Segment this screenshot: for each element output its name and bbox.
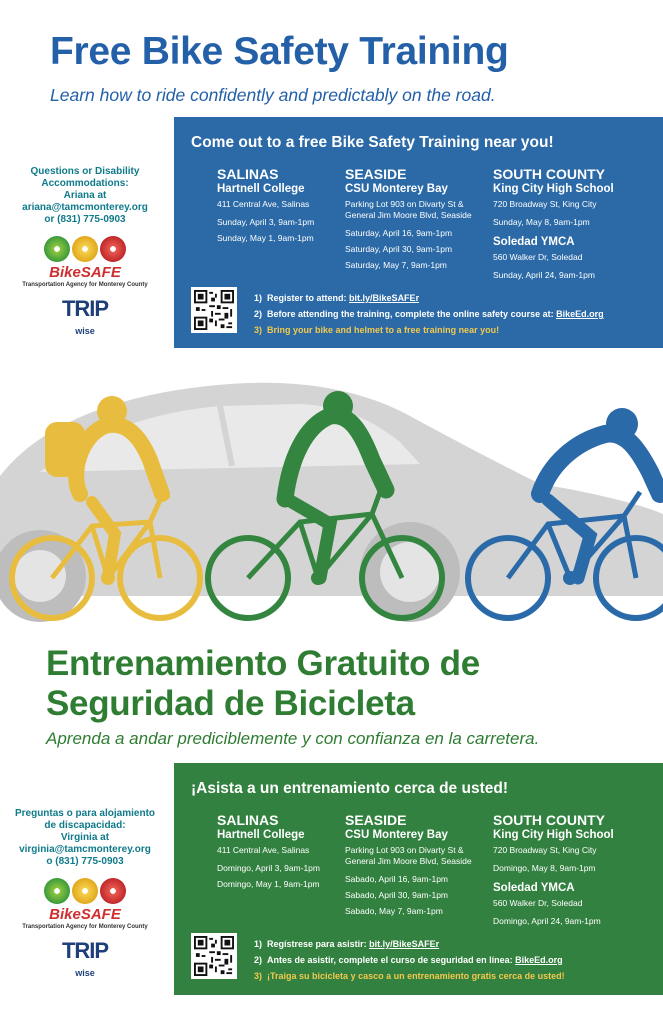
tripwise-logo xyxy=(0,298,170,342)
training-date: Saturday, April 16, 9am-1pm xyxy=(345,228,453,238)
agency-name: Transportation Agency for Monterey County xyxy=(22,924,148,930)
venue-address: 411 Central Ave, Salinas xyxy=(217,845,310,855)
city-name: SALINAS xyxy=(217,812,279,828)
tripwise-word: TRIP xyxy=(61,938,109,963)
english-subtitle: Learn how to ride confidently and predictably on the road. xyxy=(50,85,496,105)
venue-address: 560 Walker Dr, Soledad xyxy=(493,252,583,262)
salinas-column xyxy=(217,813,339,890)
step-register: 1) Regístrese para asistir: bit.ly/BikeSAFEr xyxy=(254,939,440,949)
venue-address: Parking Lot 903 on Divarty St & xyxy=(345,845,464,855)
city-name: SEASIDE xyxy=(345,812,407,828)
training-date: Domingo, May 1, 9am-1pm xyxy=(217,879,320,889)
step-register: 1) Register to attend: bit.ly/BikeSAFEr xyxy=(254,293,420,303)
venue-name: Soledad YMCA xyxy=(493,882,575,894)
venue-address: Parking Lot 903 on Divarty St & xyxy=(345,199,464,209)
contact-phone: or (831) 775-0903 xyxy=(44,214,126,225)
tripwise-small: wise xyxy=(75,968,95,978)
city-name: SOUTH COUNTY xyxy=(493,166,605,182)
registration-steps xyxy=(254,936,565,984)
south-county-column xyxy=(493,167,658,281)
step-bring-bike: 3) ¡Traiga su bicicleta y casco a un entrenamiento gratis cerca de usted! xyxy=(254,971,565,981)
contact-name: Virginia at xyxy=(60,832,110,843)
spanish-title xyxy=(46,644,480,724)
south-county-column xyxy=(493,813,658,927)
training-date: Sunday, April 3, 9am-1pm xyxy=(217,217,315,227)
venue-name: Soledad YMCA xyxy=(493,236,575,248)
venue-name: CSU Monterey Bay xyxy=(345,829,448,841)
english-info-panel xyxy=(174,117,663,348)
venue-address: General Jim Moore Blvd, Seaside xyxy=(345,210,472,220)
seaside-column xyxy=(345,167,485,271)
spanish-contact xyxy=(0,808,170,868)
tripwise-logo xyxy=(0,940,170,984)
training-date: Sabado, April 30, 9am-1pm xyxy=(345,890,449,900)
venue-name: King City High School xyxy=(493,183,614,195)
venue-name: King City High School xyxy=(493,829,614,841)
salinas-column xyxy=(217,167,339,244)
venue-address: 411 Central Ave, Salinas xyxy=(217,199,310,209)
bikeed-link[interactable]: BikeEd.org xyxy=(556,309,604,319)
spanish-subtitle: Aprenda a andar prediciblemente y con confianza en la carretera. xyxy=(46,729,540,748)
venue-name: CSU Monterey Bay xyxy=(345,183,448,195)
venue-address: 560 Walker Dr, Soledad xyxy=(493,898,583,908)
training-date: Sunday, May 1, 9am-1pm xyxy=(217,233,314,243)
training-date: Sunday, May 8, 9am-1pm xyxy=(493,217,590,227)
qr-code-graphic xyxy=(194,936,234,976)
contact-line: de discapacidad: xyxy=(44,820,126,831)
agency-name: Transportation Agency for Monterey County xyxy=(22,282,148,288)
spanish-info-panel xyxy=(174,763,663,995)
venue-name: Hartnell College xyxy=(217,829,305,841)
qr-code-icon[interactable] xyxy=(191,933,237,979)
venue-name: Hartnell College xyxy=(217,183,305,195)
english-logos xyxy=(0,236,170,342)
english-title: Free Bike Safety Training xyxy=(50,30,509,73)
contact-email: virginia@tamcmonterey.org xyxy=(19,844,151,855)
training-date: Saturday, May 7, 9am-1pm xyxy=(345,260,447,270)
qr-code-graphic xyxy=(194,290,234,330)
spanish-title-line: Entrenamiento Gratuito de xyxy=(46,644,480,683)
seaside-column xyxy=(345,813,485,917)
registration-steps xyxy=(254,290,604,338)
training-date: Saturday, April 30, 9am-1pm xyxy=(345,244,453,254)
contact-line: Preguntas o para alojamiento xyxy=(14,808,156,819)
bikesafe-logo: BikeSAFE xyxy=(49,264,121,281)
panel-heading: ¡Asista a un entrenamiento cerca de usted! xyxy=(191,780,508,797)
city-name: SALINAS xyxy=(217,166,279,182)
bikesafe-circles-icon xyxy=(0,878,170,904)
training-date: Domingo, April 3, 9am-1pm xyxy=(217,863,320,873)
tripwise-small: wise xyxy=(75,326,95,336)
bikesafe-logo: BikeSAFE xyxy=(49,906,121,923)
tripwise-word: TRIP xyxy=(61,296,109,321)
contact-line: Questions or Disability xyxy=(30,166,140,177)
qr-code-icon[interactable] xyxy=(191,287,237,333)
spanish-title-line: Seguridad de Bicicleta xyxy=(46,684,415,723)
contact-phone: o (831) 775-0903 xyxy=(46,856,124,867)
english-contact xyxy=(0,166,170,226)
bikesafe-circles-icon xyxy=(0,236,170,262)
step-online-course: 2) Antes de asistir, complete el curso de seguridad en línea: BikeEd.org xyxy=(254,955,563,965)
spanish-logos xyxy=(0,878,170,984)
bikeed-link[interactable]: BikeEd.org xyxy=(515,955,563,965)
step-online-course: 2) Before attending the training, complete the online safety course at: BikeEd.org xyxy=(254,309,604,319)
city-name: SEASIDE xyxy=(345,166,407,182)
training-date: Sabado, May 7, 9am-1pm xyxy=(345,906,443,916)
venue-address: General Jim Moore Blvd, Seaside xyxy=(345,856,472,866)
cyclists-banner xyxy=(0,364,663,626)
venue-address: 720 Broadway St, King City xyxy=(493,845,597,855)
contact-line: Accommodations: xyxy=(41,178,129,189)
training-date: Domingo, April 24, 9am-1pm xyxy=(493,916,601,926)
panel-heading: Come out to a free Bike Safety Training near you! xyxy=(191,134,554,151)
register-link[interactable]: bit.ly/BikeSAFEr xyxy=(369,939,440,949)
register-link[interactable]: bit.ly/BikeSAFEr xyxy=(349,293,420,303)
training-date: Domingo, May 8, 9am-1pm xyxy=(493,863,596,873)
contact-email: ariana@tamcmonterey.org xyxy=(22,202,148,213)
venue-address: 720 Broadway St, King City xyxy=(493,199,597,209)
training-date: Sabado, April 16, 9am-1pm xyxy=(345,874,449,884)
city-name: SOUTH COUNTY xyxy=(493,812,605,828)
contact-name: Ariana at xyxy=(63,190,107,201)
step-bring-bike: 3) Bring your bike and helmet to a free training near you! xyxy=(254,325,500,335)
training-date: Sunday, April 24, 9am-1pm xyxy=(493,270,595,280)
